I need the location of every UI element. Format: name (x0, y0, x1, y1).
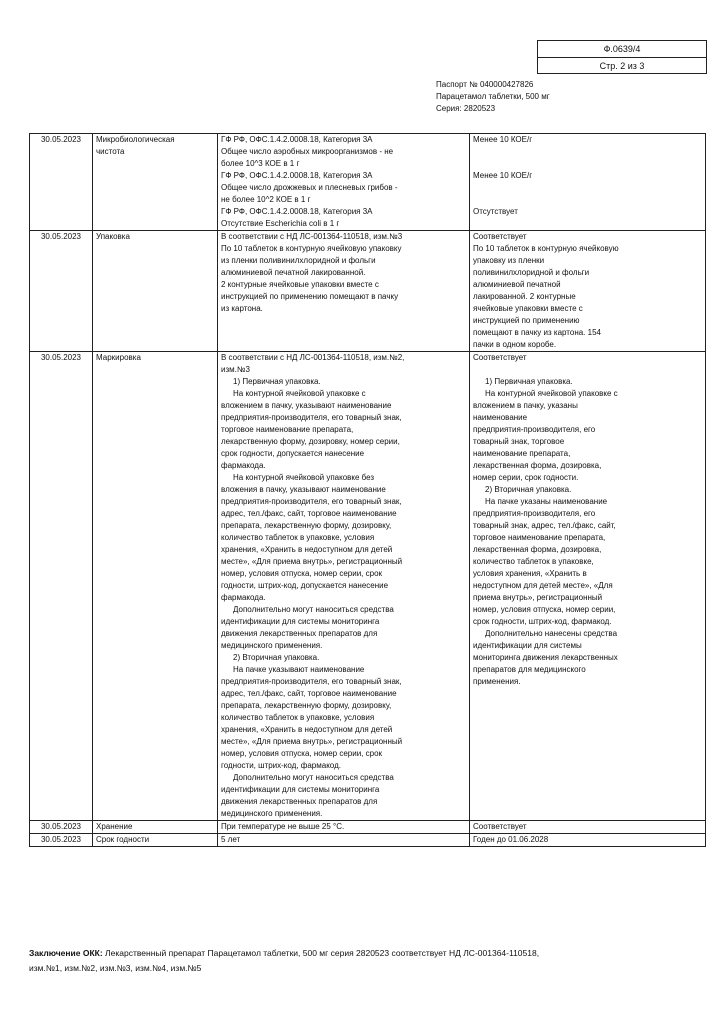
test-result-line: Соответствует (473, 232, 527, 241)
test-name-line: Микробиологическая (96, 135, 175, 144)
passport-header (436, 79, 550, 115)
test-result-line: Соответствует (473, 822, 527, 831)
test-date: 30.05.2023 (30, 821, 93, 834)
test-result-line: мониторинга движения лекарственных (473, 653, 618, 662)
test-norm-line: количество таблеток в упаковке, условия (221, 533, 375, 542)
test-result-cell (470, 231, 706, 352)
test-norm-line: лекарственную форму, дозировку, номер серии, (221, 437, 400, 446)
test-norm-line: 2 контурные ячейковые упаковки вместе с (221, 280, 379, 289)
test-result-line (473, 158, 702, 170)
test-norm-line: Дополнительно могут наноситься средства (233, 773, 394, 782)
test-result-line: На контурной ячейковой упаковке с (485, 389, 618, 398)
test-norm-line: Отсутствие Escherichia coli в 1 г (221, 219, 340, 228)
test-result-line: применения. (473, 677, 521, 686)
test-result-line: Менее 10 КОЕ/г (473, 135, 533, 144)
test-norm-line: не более 10^2 КОЕ в 1 г (221, 195, 311, 204)
test-result-line: поливинилхлоридной и фольги (473, 268, 590, 277)
test-name-cell (93, 821, 218, 834)
test-result-line: ячейковые упаковки вместе с (473, 304, 583, 313)
test-norm-line: фармакода. (221, 593, 266, 602)
test-norm-line: предприятия-производителя, его товарный знак, (221, 677, 402, 686)
test-result-line: Дополнительно нанесены средства (485, 629, 618, 638)
test-name-cell (93, 834, 218, 847)
test-norm-cell (218, 821, 470, 834)
test-result-line: количество таблеток в упаковке, (473, 557, 594, 566)
test-result-line: На пачке указаны наименование (485, 497, 608, 506)
conclusion (29, 946, 709, 976)
test-norm-line: движения лекарственных препаратов для (221, 797, 378, 806)
test-result-line: лекарственная форма, дозировка, (473, 545, 602, 554)
test-result-line: товарный знак, адрес, тел./факс, сайт, (473, 521, 616, 530)
test-result-line (473, 218, 702, 230)
form-code-box (537, 40, 707, 74)
form-code: Ф.0639/4 (538, 41, 706, 58)
test-norm-line: алюминиевой печатной лакированной. (221, 268, 366, 277)
test-result-line: лакированной. 2 контурные (473, 292, 576, 301)
test-result-line: торговое наименование препарата, (473, 533, 606, 542)
test-norm-line: срок годности, допускается нанесение (221, 449, 365, 458)
test-norm-line: 5 лет (221, 835, 241, 844)
test-norm-line: хранения, «Хранить в недоступном для детей (221, 545, 393, 554)
test-norm-line: медицинского применения. (221, 809, 323, 818)
product-name: Парацетамол таблетки, 500 мг (436, 92, 550, 101)
test-norm-line: годности, штрих-код, фармакод. (221, 761, 341, 770)
test-date: 30.05.2023 (30, 231, 93, 352)
test-norm-line: Общее число дрожжевых и плесневых грибов - (221, 183, 398, 192)
test-norm-line: изм.№3 (221, 365, 250, 374)
test-result-line: недоступном для детей месте», «Для (473, 581, 613, 590)
table-row (30, 834, 706, 847)
test-norm-line: более 10^3 КОЕ в 1 г (221, 159, 300, 168)
test-norm-line: На контурной ячейковой упаковке без (233, 473, 375, 482)
test-name-cell (93, 352, 218, 821)
test-norm-line: На пачке указывают наименование (233, 665, 365, 674)
test-result-cell (470, 834, 706, 847)
test-result-line: Годен до 01.06.2028 (473, 835, 549, 844)
test-norm-line: торговое наименование препарата, (221, 425, 354, 434)
test-result-line: пачки в одном коробе. (473, 340, 557, 349)
test-norm-cell (218, 834, 470, 847)
test-norm-line: 1) Первичная упаковка. (233, 377, 321, 386)
test-name-line: Хранение (96, 822, 133, 831)
test-norm-line: 2) Вторичная упаковка. (233, 653, 320, 662)
test-result-line: вложением в пачку, указаны (473, 401, 578, 410)
test-result-line: упаковку из пленки (473, 256, 545, 265)
test-result-line: приема внутрь», регистрационный (473, 593, 603, 602)
table-row (30, 134, 706, 231)
test-result-line (473, 194, 702, 206)
test-results-table (29, 133, 706, 847)
test-result-line: инструкцией по применению (473, 316, 580, 325)
table-row (30, 352, 706, 821)
test-name-cell (93, 134, 218, 231)
passport-number: Паспорт № 040000427826 (436, 80, 534, 89)
test-result-line: номер, условия отпуска, номер серии, (473, 605, 616, 614)
test-norm-line: месте», «Для приема внутрь», регистрационный (221, 737, 403, 746)
test-norm-line: годности, штрих-код, допускается нанесение (221, 581, 389, 590)
test-norm-cell (218, 231, 470, 352)
test-norm-line: вложения в пачку, указывают наименование (221, 485, 386, 494)
test-norm-line: хранения, «Хранить в недоступном для детей (221, 725, 393, 734)
test-norm-line: номер, условия отпуска, номер серии, срок (221, 569, 383, 578)
test-norm-line: На контурной ячейковой упаковке с (233, 389, 366, 398)
test-norm-line: ГФ РФ, ОФС.1.4.2.0008.18, Категория 3А (221, 207, 373, 216)
test-result-line (473, 182, 702, 194)
test-norm-line: При температуре не выше 25 °С. (221, 822, 345, 831)
table-row (30, 231, 706, 352)
test-norm-line: предприятия-производителя, его товарный знак, (221, 413, 402, 422)
test-result-line: наименование (473, 413, 528, 422)
test-norm-line: препарата, лекарственную форму, дозировку, (221, 521, 392, 530)
test-result-line: наименование препарата, (473, 449, 571, 458)
test-result-line: 2) Вторичная упаковка. (485, 485, 572, 494)
table-row (30, 821, 706, 834)
test-name-line: Срок годности (96, 835, 150, 844)
test-norm-line: вложением в пачку, указывают наименование (221, 401, 392, 410)
test-result-cell (470, 134, 706, 231)
test-result-line: товарный знак, торговое (473, 437, 565, 446)
conclusion-text: Лекарственный препарат Парацетамол таблетки, 500 мг серия 2820523 соответствует НД ЛС-001364-110518, (102, 948, 540, 958)
test-norm-line: адрес, тел./факс, сайт, торговое наименование (221, 689, 397, 698)
test-norm-line: из пленки поливинилхлоридной и фольги (221, 256, 376, 265)
test-result-line: помещают в пачку из картона. 154 (473, 328, 601, 337)
test-norm-line: В соответствии с НД ЛС-001364-110518, изм.№3 (221, 232, 403, 241)
series-number: Серия: 2820523 (436, 104, 496, 113)
test-result-line: алюминиевой печатной (473, 280, 561, 289)
test-norm-line: идентификации для системы мониторинга (221, 617, 380, 626)
test-norm-line: предприятия-производителя, его товарный знак, (221, 497, 402, 506)
test-result-cell (470, 352, 706, 821)
test-result-line: предприятия-производителя, его (473, 509, 596, 518)
test-result-line: 1) Первичная упаковка. (485, 377, 573, 386)
test-norm-line: месте», «Для приема внутрь», регистрационный (221, 557, 403, 566)
test-norm-line: ГФ РФ, ОФС.1.4.2.0008.18, Категория 3А (221, 135, 373, 144)
test-name-line: Упаковка (96, 232, 130, 241)
test-norm-line: инструкцией по применению помещают в пачку (221, 292, 399, 301)
test-norm-cell (218, 134, 470, 231)
test-result-line: идентификации для системы (473, 641, 582, 650)
test-result-line: Соответствует (473, 353, 527, 362)
test-result-line (473, 146, 702, 158)
test-result-cell (470, 821, 706, 834)
conclusion-label: Заключение ОКК: (29, 948, 103, 958)
test-norm-line: В соответствии с НД ЛС-001364-110518, изм.№2, (221, 353, 405, 362)
conclusion-text-continued: изм.№1, изм.№2, изм.№3, изм.№4, изм.№5 (29, 963, 202, 973)
test-result-line: По 10 таблеток в контурную ячейковую (473, 244, 619, 253)
test-date: 30.05.2023 (30, 134, 93, 231)
test-norm-line: По 10 таблеток в контурную ячейковую упаковку (221, 244, 402, 253)
test-result-line: срок годности, штрих-код, фармакод. (473, 617, 612, 626)
test-result-line: предприятия-производителя, его (473, 425, 596, 434)
test-name-line: чистота (96, 147, 125, 156)
test-norm-line: из картона. (221, 304, 263, 313)
test-norm-line: движения лекарственных препаратов для (221, 629, 378, 638)
test-name-cell (93, 231, 218, 352)
test-norm-cell (218, 352, 470, 821)
test-result-line: номер серии, срок годности. (473, 473, 579, 482)
test-norm-line: фармакода. (221, 461, 266, 470)
page-number: Стр. 2 из 3 (599, 61, 645, 71)
test-norm-line: идентификации для системы мониторинга (221, 785, 380, 794)
test-date: 30.05.2023 (30, 834, 93, 847)
test-norm-line: количество таблеток в упаковке, условия (221, 713, 375, 722)
test-date: 30.05.2023 (30, 352, 93, 821)
test-result-line: лекарственная форма, дозировка, (473, 461, 602, 470)
test-norm-line: Общее число аэробных микроорганизмов - не (221, 147, 394, 156)
test-norm-line: медицинского применения. (221, 641, 323, 650)
test-result-line: условия хранения, «Хранить в (473, 569, 587, 578)
test-result-line (473, 364, 702, 376)
test-name-line: Маркировка (96, 353, 141, 362)
test-result-line: Отсутствует (473, 207, 518, 216)
test-norm-line: Дополнительно могут наноситься средства (233, 605, 394, 614)
test-norm-line: ГФ РФ, ОФС.1.4.2.0008.18, Категория 3А (221, 171, 373, 180)
test-norm-line: адрес, тел./факс, сайт, торговое наименование (221, 509, 397, 518)
test-norm-line: препарата, лекарственную форму, дозировку, (221, 701, 392, 710)
test-result-line: препаратов для медицинского (473, 665, 586, 674)
test-norm-line: номер, условия отпуска, номер серии, срок (221, 749, 383, 758)
test-result-line: Менее 10 КОЕ/г (473, 171, 533, 180)
